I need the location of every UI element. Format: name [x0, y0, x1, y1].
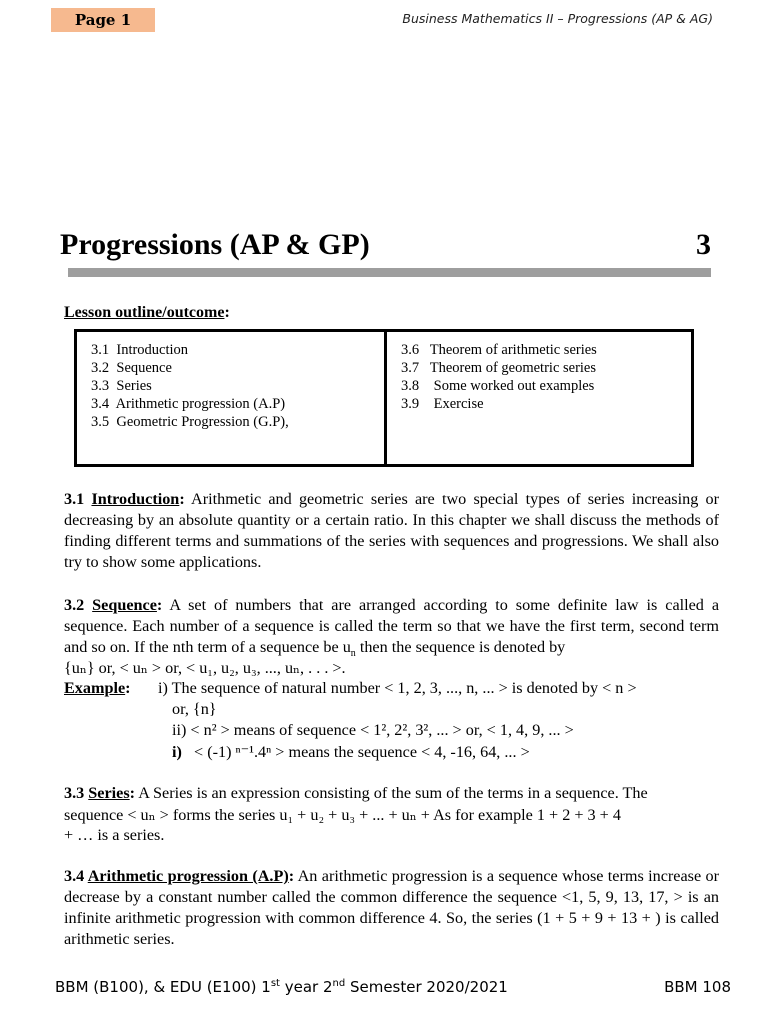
chapter-number: 3	[696, 228, 711, 261]
series-line-3: + … is a series.	[64, 826, 165, 844]
section-text-end: then the sequence is denoted by	[355, 638, 566, 656]
section-number: 3.4	[64, 867, 85, 885]
section-series	[64, 784, 648, 803]
section-colon: :	[156, 596, 163, 614]
running-header-title: Business Mathematics II – Progressions (AP & AG)	[402, 11, 713, 26]
outline-item: 3.8 Some worked out examples	[401, 378, 595, 394]
outline-table	[74, 329, 694, 467]
outline-item: 3.6 Theorem of arithmetic series	[401, 342, 597, 358]
example-3-text: < (-1) ⁿ⁻¹.4ⁿ > means the sequence < 4, -16, 64, ... >	[194, 743, 530, 761]
footer-text: year 2	[279, 978, 333, 996]
section-text: A set of numbers that are arranged according to some definite law is called a sequence. Each number of a sequence is called the term so that we have the first term, second term and so on. If the nth term of a sequence be u	[64, 596, 720, 656]
section-introduction	[64, 489, 719, 573]
footer-course-info	[55, 978, 508, 996]
outline-item: 3.9 Exercise	[401, 396, 484, 412]
section-colon: :	[129, 784, 136, 802]
footer-sup: nd	[332, 978, 346, 989]
example-2: ii) < n² > means of sequence < 1², 2², 3², ... > or, < 1, 4, 9, ... >	[172, 721, 574, 739]
outline-heading-colon: :	[224, 304, 230, 321]
section-number: 3.3	[64, 784, 85, 802]
footer-course-code: BBM 108	[664, 978, 731, 996]
outline-heading-text: Lesson outline/outcome	[64, 304, 225, 321]
outline-item: 3.7 Theorem of geometric series	[401, 360, 597, 376]
section-text: An arithmetic progression is a sequence whose terms increase or decrease by a constant number called the common difference the sequence <1, 5, 9, 13, 17, > is an infinite arithmetic progression with common difference 4. So, the series (1 + 5 + 9 + 13 + ) is called arithmetic series.	[64, 867, 720, 948]
section-colon: :	[179, 490, 185, 508]
section-colon: :	[288, 867, 295, 885]
outline-item: 3.2 Sequence	[91, 360, 172, 376]
footer-text: Semester 2020/2021	[345, 978, 508, 996]
section-number: 3.1	[64, 490, 85, 508]
section-sequence	[64, 595, 719, 664]
example-1b: or, {n}	[172, 700, 217, 718]
example-3	[172, 742, 530, 762]
example-3-label: i)	[172, 743, 182, 761]
outline-item: 3.3 Series	[91, 378, 152, 394]
footer-text: BBM (B100), & EDU (E100) 1	[55, 978, 271, 996]
title-rule	[68, 268, 711, 277]
page-number-badge: Page 1	[51, 8, 155, 32]
footer-sup: st	[270, 978, 280, 989]
outline-right-column	[387, 332, 691, 464]
sequence-notation: {uₙ} or, < uₙ > or, < u₁, u₂, u₃, ..., uₙ, . . . >.	[64, 659, 346, 677]
section-heading: Sequence	[92, 596, 157, 614]
outline-item: 3.4 Arithmetic progression (A.P)	[91, 396, 286, 412]
outline-item: 3.1 Introduction	[91, 342, 189, 358]
series-line-2: sequence < uₙ > forms the series u₁ + u₂ + u₃ + ... + uₙ + As for example 1 + 2 + 3 + 4	[64, 806, 621, 824]
example-block	[64, 679, 131, 698]
section-text: Arithmetic and geometric series are two special types of series increasing or decreasing by an absolute quantity or a certain ratio. In this chapter we shall discuss the methods of finding different terms and summations of the series with sequences and progressions. We shall also try to show some applications.	[64, 490, 719, 571]
example-1a: i) The sequence of natural number < 1, 2, 3, ..., n, ... > is denoted by < n >	[158, 679, 637, 697]
outline-item: 3.5 Geometric Progression (G.P),	[91, 414, 289, 430]
outline-left-column	[77, 332, 387, 464]
section-heading: Introduction	[91, 490, 180, 508]
section-arithmetic-progression	[64, 866, 719, 950]
example-label: Example	[64, 679, 126, 697]
subscript-n: n	[350, 648, 356, 660]
section-number: 3.2	[64, 596, 85, 614]
section-heading: Series	[88, 784, 130, 802]
chapter-title: Progressions (AP & GP)	[60, 228, 370, 261]
section-heading: Arithmetic progression (A.P)	[87, 867, 289, 885]
outline-heading	[64, 304, 230, 322]
series-line-1: A Series is an expression consisting of the sum of the terms in a sequence. The	[138, 784, 648, 802]
example-colon: :	[125, 679, 131, 697]
